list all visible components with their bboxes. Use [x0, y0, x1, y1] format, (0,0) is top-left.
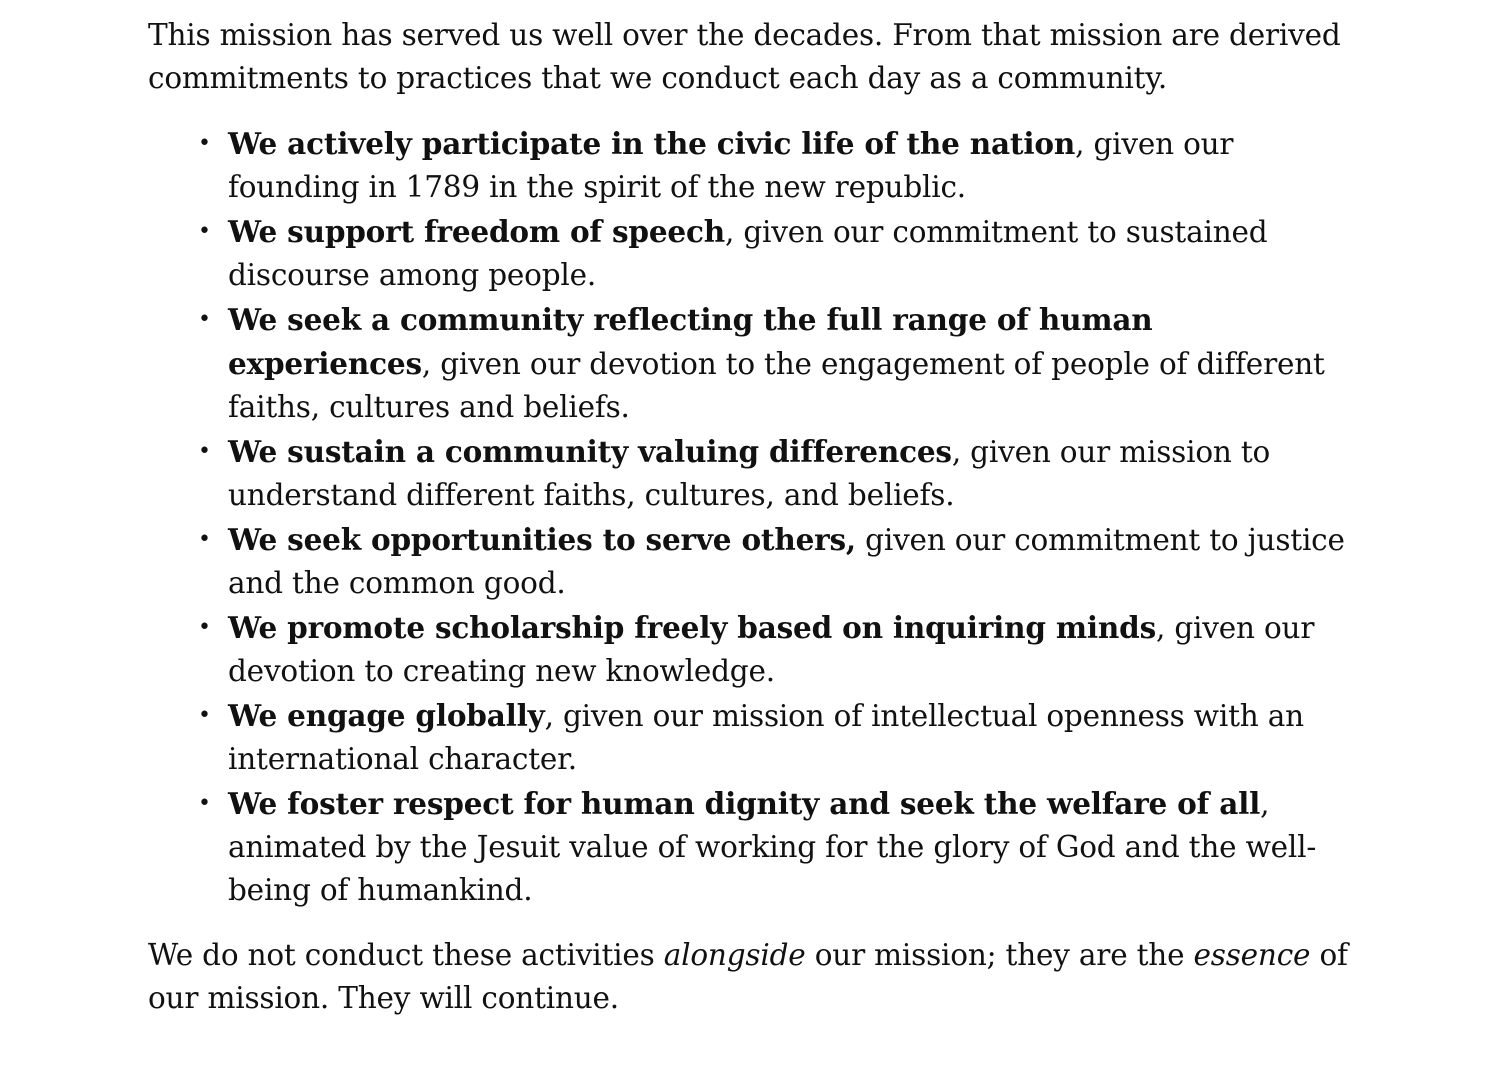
commitment-heading: We seek a community reflecting the full range of human experiences	[228, 302, 1153, 381]
bullet-icon: •	[198, 439, 211, 464]
list-item	[198, 298, 1358, 429]
bullet-icon: •	[198, 219, 211, 244]
commitment-text: given our commitment to justice and the common good.	[228, 523, 1345, 600]
list-item	[198, 430, 1358, 517]
bullet-icon: •	[198, 615, 211, 640]
commitments-list	[148, 122, 1358, 912]
emphasis-alongside: alongside	[663, 938, 806, 972]
commitment-heading: We seek opportunities to serve others,	[228, 522, 856, 557]
list-item	[198, 606, 1358, 693]
bullet-icon: •	[198, 307, 211, 332]
commitment-text: , given our devotion to the engagement of people of different faiths, cultures and beliefs.	[228, 347, 1325, 424]
intro-paragraph: This mission has served us well over the decades. From that mission are derived commitments to practices that we conduct each day as a community.	[148, 18, 1341, 95]
commitment-heading: We actively participate in the civic life of the nation	[228, 126, 1076, 161]
closing-text: our mission; they are the	[805, 938, 1194, 972]
commitment-text: , given our devotion to creating new knowledge.	[228, 611, 1315, 688]
closing-text: of our mission. They will continue.	[148, 938, 1348, 1015]
commitment-text: , given our founding in 1789 in the spirit of the new republic.	[228, 127, 1234, 204]
commitment-text: , given our mission of intellectual openness with an international character.	[228, 699, 1304, 776]
closing-text: We do not conduct these activities	[148, 938, 664, 972]
list-item	[198, 694, 1358, 781]
list-item	[198, 782, 1358, 912]
list-item	[198, 210, 1358, 297]
closing-paragraph	[148, 934, 1358, 1020]
commitment-text: , animated by the Jesuit value of working for the glory of God and the well-being of humankind.	[228, 787, 1317, 907]
commitment-text: , given our commitment to sustained discourse among people.	[228, 215, 1268, 292]
emphasis-essence: essence	[1193, 938, 1311, 972]
commitment-heading: We promote scholarship freely based on inquiring minds	[228, 610, 1157, 645]
article-body	[148, 14, 1358, 1020]
bullet-icon: •	[198, 527, 211, 552]
commitment-heading: We foster respect for human dignity and seek the welfare of all	[228, 786, 1261, 821]
commitment-heading: We sustain a community valuing differences	[228, 434, 952, 469]
bullet-icon: •	[198, 131, 211, 156]
bullet-icon: •	[198, 703, 211, 728]
list-item	[198, 518, 1358, 605]
commitment-heading: We engage globally	[228, 698, 545, 733]
commitment-heading: We support freedom of speech	[228, 214, 725, 249]
bullet-icon: •	[198, 791, 211, 816]
commitment-text: , given our mission to understand different faiths, cultures, and beliefs.	[228, 435, 1271, 512]
list-item	[198, 122, 1358, 209]
